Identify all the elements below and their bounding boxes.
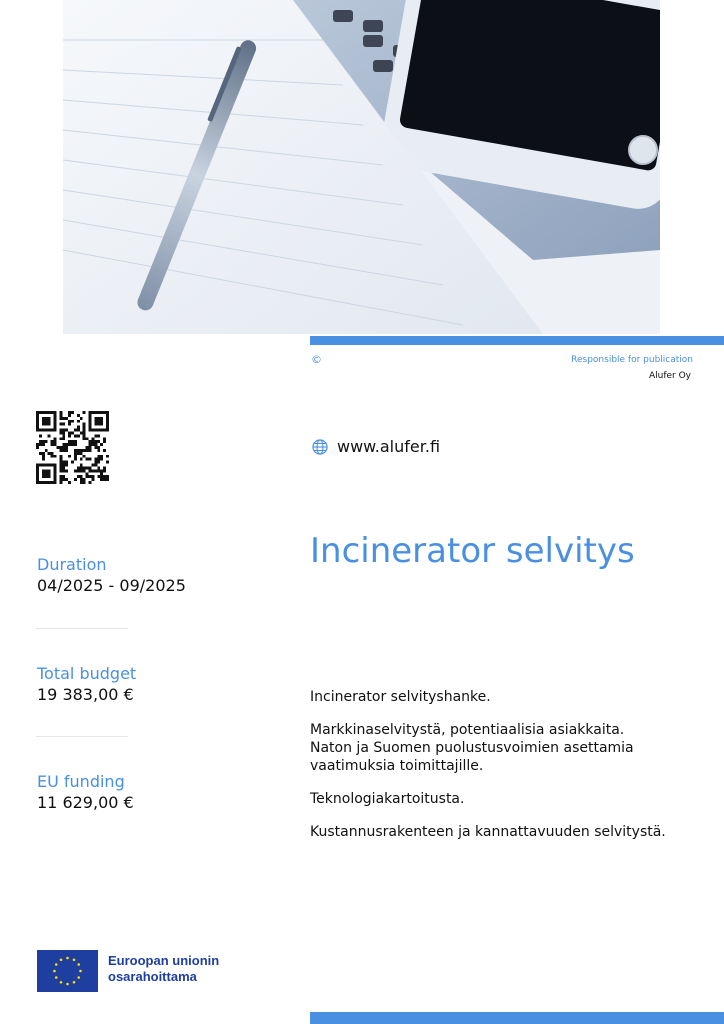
duration-block (37, 555, 186, 596)
project-description (310, 688, 690, 856)
funding-label: EU funding (37, 772, 125, 791)
description-line: Naton ja Suomen puolustusvoimien asettamia (310, 740, 634, 756)
globe-icon (312, 439, 328, 455)
eu-cofunded-logo (37, 950, 219, 992)
responsible-value: Alufer Oy (648, 371, 691, 381)
project-title: Incinerator selvitys (310, 531, 635, 571)
description-line: vaatimuksia toimittajille. (310, 758, 484, 774)
eu-text-line1: Euroopan unionin (108, 953, 220, 968)
description-paragraph: Kustannusrakenteen ja kannattavuuden selvitystä. (310, 824, 666, 840)
eu-flag-icon (37, 950, 98, 992)
copyright-symbol: © (311, 353, 322, 366)
website-url: www.alufer.fi (337, 437, 441, 456)
budget-label: Total budget (37, 664, 137, 683)
stat-divider (36, 628, 128, 629)
qr-code-graphic (36, 411, 109, 484)
funding-value: 11 629,00 € (37, 793, 134, 812)
qr-code[interactable] (36, 411, 109, 484)
desk-photo-illustration (63, 0, 660, 334)
website-link[interactable] (312, 437, 440, 456)
budget-block (37, 664, 136, 705)
budget-value: 19 383,00 € (37, 685, 134, 704)
duration-label: Duration (37, 555, 107, 574)
duration-value: 04/2025 - 09/2025 (37, 576, 186, 595)
header-photo (63, 0, 660, 334)
description-paragraph (310, 721, 690, 775)
description-line: Markkinaselvitystä, potentiaalisia asiakkaita. (310, 722, 625, 738)
funding-block (37, 772, 134, 813)
accent-bar-bottom (310, 1012, 724, 1024)
eu-cofunded-text (108, 953, 219, 985)
stat-divider (36, 736, 128, 737)
description-paragraph: Incinerator selvityshanke. (310, 689, 491, 705)
description-paragraph: Teknologiakartoitusta. (310, 791, 465, 807)
accent-bar-top (310, 336, 724, 345)
responsible-label: Responsible for publication (571, 355, 693, 365)
eu-text-line2: osarahoittama (108, 969, 197, 984)
